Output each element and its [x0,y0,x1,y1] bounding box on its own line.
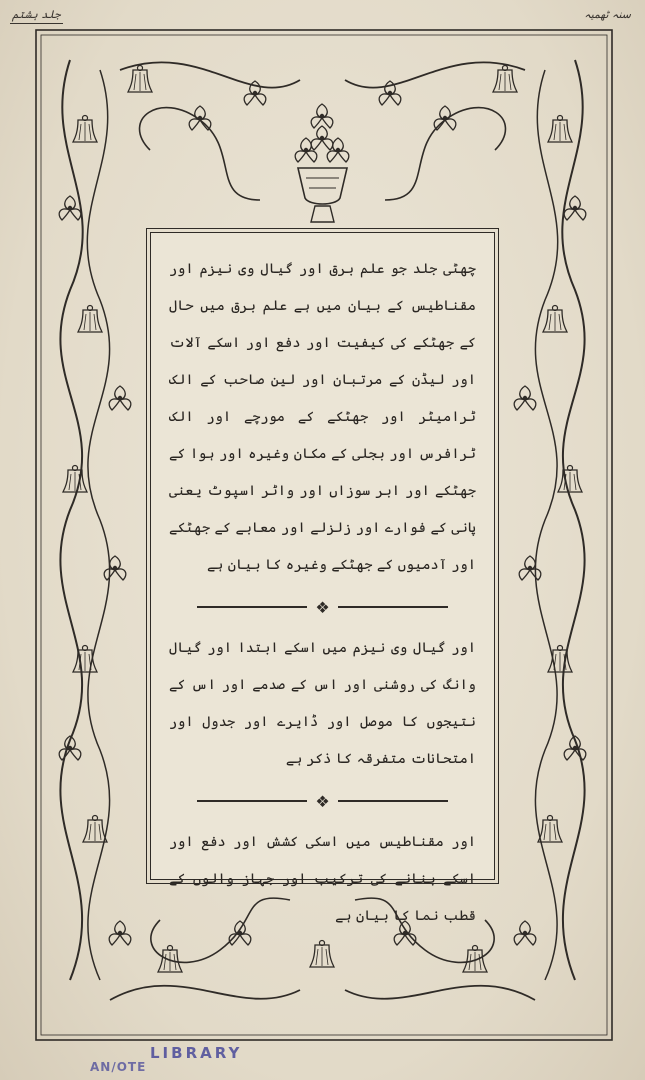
divider-rule [197,800,307,802]
divider-rule [197,606,307,608]
fleuron-icon: ❖ [315,597,330,617]
divider-rule [338,606,448,608]
paragraph-magnetism: اور مقناطیس میں اسکی کشش اور دفع اور اسکے بنانے کی ترکیب اور جہاز والوں کے قطب نما کا بیان ہے [169,834,476,924]
library-stamp: LIBRARY [150,1044,243,1062]
text-panel [150,232,495,924]
paragraph-electricity: چھٹی جلد جو علم برق اور گیال وی نیزم اور مقناطیس کے بیان میں ہے علم برق میں حال کے جھٹکے کی کیفیت اور دفع اور اسکے آلات اور لیڈن کے مرتبان اور لین صاحب کے الک ٹرامیٹر اور جھٹکے کے مورچے اور الک ٹرافرس اور بجلی کے مکان وغیرہ اور ہوا کے جھٹکے اور ابر سوزاں اور واٹر اسپوٹ یعنی پانی کے فوارے اور زلزلے اور معابے کے جھٹکے اور آدمیوں کے جھٹکے وغیرہ کا بیان ہے [169,261,476,573]
volume-label: جلد ہشتم [12,8,61,21]
library-stamp-arc: AN/OTE [90,1060,147,1074]
paragraph-galvanism: اور گیال وی نیزم میں اسکے ابتدا اور گیال وانگ کی روشنی اور اس کے صدمے اور اس کے نتیجوں کا موصل اور ڈایرے اور جدول اور امتحانات متفرقہ کا ذکر ہے [169,640,476,767]
divider-rule [338,800,448,802]
year-label: سنہ ٹھمیہ [584,8,631,21]
section-divider [169,786,476,816]
section-divider [169,592,476,622]
fleuron-icon: ❖ [315,791,330,811]
